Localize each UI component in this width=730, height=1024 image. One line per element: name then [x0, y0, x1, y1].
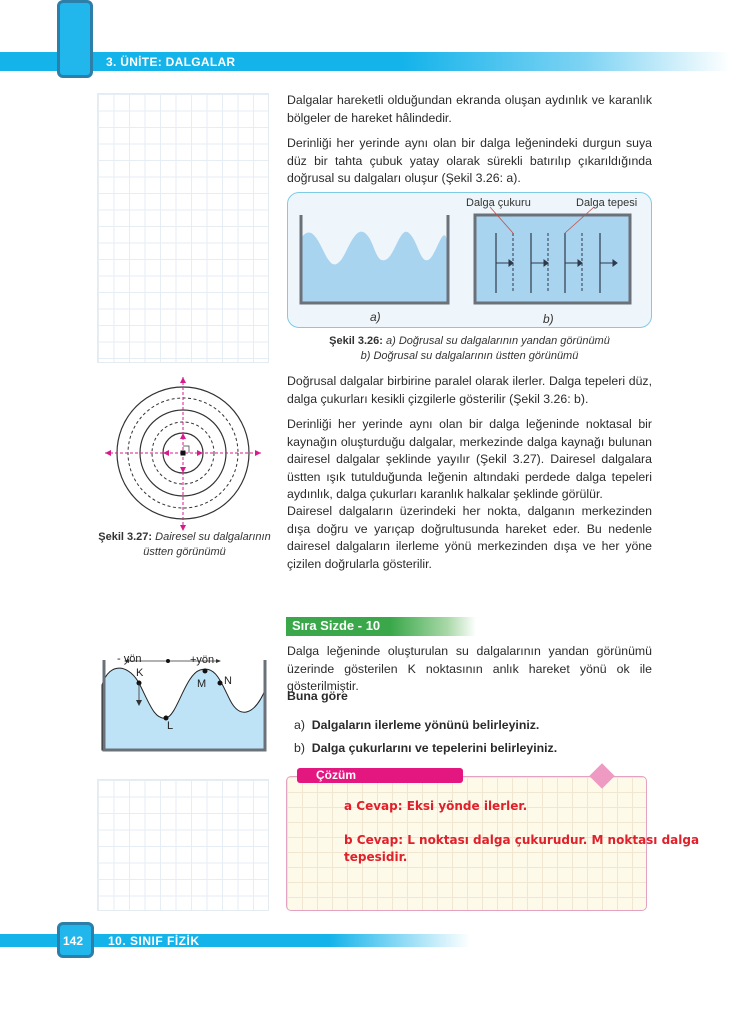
point-label-n: N: [224, 675, 232, 687]
figure-3-27-circular-waves: [103, 375, 263, 535]
caption-number: Şekil 3.27:: [98, 531, 153, 543]
caption-line-1: a) Doğrusal su dalgalarının yandan görünümü: [386, 335, 610, 347]
question-item-b: [294, 741, 557, 755]
question-item-a: [294, 718, 539, 732]
solution-title: Çözüm: [316, 768, 356, 782]
figure-3-27-caption: [97, 530, 272, 560]
label-minus-direction: - yön: [117, 653, 142, 665]
caption-number: Şekil 3.26:: [329, 335, 383, 347]
figure-3-26-caption: [287, 334, 652, 364]
unit-title: 3. ÜNİTE: DALGALAR: [106, 55, 236, 69]
paragraph-4: Derinliği her yerinde aynı olan bir dalga leğeninde noktasal bir kaynağın oluşturduğu dalgalar, merkezinde dalga kaynağı bulunan dairesel dalgalar şeklinde yayılır (Şekil 3.27). Dairesel dalgalara üstten ışık tutulduğunda leğenin altındaki perdede dalga tepeleri aydınlık, dalga çukurları karanlık halkalar şeklinde görülür.: [287, 417, 652, 501]
label-wave-crest: Dalga tepesi: [576, 197, 638, 209]
paragraph-2: Derinliği her yerinde aynı olan bir dalga leğenindeki durgun suya düz bir tahta çubuk yatay olarak sürekli batırılıp çıkarıldığında doğrusal su dalgaları oluşur (Şekil 3.26: a).: [287, 136, 652, 185]
figure-3-26-label-b: b): [543, 312, 554, 326]
figure-3-26-top-view: [470, 205, 635, 310]
section-title: Sıra Sizde - 10: [292, 618, 381, 633]
point-label-l: L: [167, 720, 174, 732]
figure-3-26-label-a: a): [370, 310, 381, 324]
item-text: Dalgaların ilerleme yönünü belirleyiniz.: [311, 718, 540, 732]
caption-line-2: üstten görünümü: [143, 546, 226, 558]
page-number: 142: [63, 934, 84, 948]
question-text: Dalga leğeninde oluşturulan su dalgalarının yandan görünümü üzerinde gösterilen K noktasının anlık hareket yönü ok ile gösterilmiştir.: [287, 644, 652, 693]
paragraph-3: Doğrusal dalgalar birbirine paralel olarak ilerler. Dalga tepeleri düz, dalga çukurları kesikli çizgilerle gösterilir (Şekil 3.26: b).: [287, 374, 652, 406]
answer-b-line-2: tepesidir.: [344, 850, 408, 864]
point-label-k: K: [136, 667, 144, 679]
question-lead: Buna göre: [287, 689, 348, 703]
item-marker: b): [294, 741, 305, 755]
water-surface: [102, 668, 266, 750]
caption-line-2: b) Doğrusal su dalgalarının üstten görünümü: [360, 350, 579, 362]
notes-grid-bottom: [97, 779, 269, 911]
figure-3-26-side-view: [295, 205, 455, 310]
label-wave-trough: Dalga çukuru: [466, 197, 531, 209]
water-side-view: [301, 232, 447, 302]
point-label-m: M: [197, 678, 207, 690]
book-title: 10. SINIF FİZİK: [108, 934, 200, 948]
header-tab-decoration: [57, 0, 93, 78]
caption-line-1: Dairesel su dalgalarının: [155, 531, 271, 543]
answer-b-line-1: b Cevap: L noktası dalga çukurudur. M noktası dalga: [344, 833, 700, 847]
paragraph-1: Dalgalar hareketli olduğundan ekranda oluşan aydınlık ve karanlık bölgeler de hareket hâlindedir.: [287, 93, 652, 125]
paragraph-5: Dairesel dalgaların üzerindeki her nokta, dalganın merkezinden dışa doğru ve yarıçap doğrultusunda hareket eder. Bu nedenle dairesel dalgaların ilerleme yönü merkezinden dışa ve her yöne çizilen doğrularla gösterilir.: [287, 504, 652, 571]
label-plus-direction: +yön: [190, 654, 215, 666]
item-marker: a): [294, 718, 305, 732]
item-text: Dalga çukurlarını ve tepelerini belirleyiniz.: [311, 741, 558, 755]
notes-grid-top: [97, 93, 269, 363]
wave-tank-figure: [100, 650, 270, 755]
answer-a: a Cevap: Eksi yönde ilerler.: [344, 799, 528, 813]
